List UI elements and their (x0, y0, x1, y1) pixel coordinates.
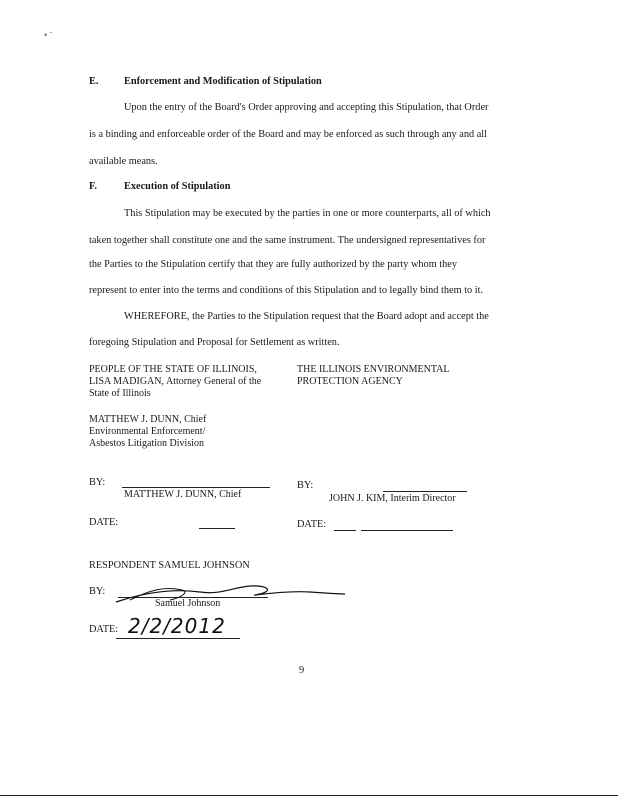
respondent-heading: RESPONDENT SAMUEL JOHNSON (89, 560, 250, 571)
left-date-line (199, 528, 235, 529)
section-e-letter: E. (89, 76, 99, 87)
section-f-line-2: taken together shall constitute one and the same instrument. The undersigned representatives for (89, 235, 486, 246)
right-date-line (361, 530, 453, 531)
section-f-line-1: This Stipulation may be executed by the parties in one or more counterparts, all of which (124, 208, 491, 219)
right-party-line-2: PROTECTION AGENCY (297, 376, 403, 387)
wherefore-line-2: foregoing Stipulation and Proposal for Settlement as written. (89, 337, 340, 348)
right-date-label: DATE: (297, 519, 327, 530)
right-by-label: BY: (297, 480, 314, 491)
bottom-border (0, 795, 618, 796)
left-party-line-1: PEOPLE OF THE STATE OF ILLINOIS, (89, 364, 257, 375)
respondent-signer-name: Samuel Johnson (155, 598, 221, 609)
respondent-by-label: BY: (89, 586, 106, 597)
left-party-line-2: LISA MADIGAN, Attorney General of the (89, 376, 262, 387)
section-f-line-4: represent to enter into the terms and conditions of this Stipulation and to legally bind them to it. (89, 285, 484, 296)
respondent-date-label: DATE: (89, 624, 119, 635)
section-e-line-1: Upon the entry of the Board's Order approving and accepting this Stipulation, that Order (124, 102, 489, 113)
left-party-line-3: State of Illinois (89, 388, 151, 399)
right-party-line-1: THE ILLINOIS ENVIRONMENTAL (297, 364, 450, 375)
left-signature-line (122, 487, 270, 488)
right-signature-line (383, 491, 467, 492)
handwritten-signature (110, 580, 350, 610)
header-marks: • ¨ (44, 30, 53, 40)
respondent-date-value: 2/2/2012 (128, 614, 226, 638)
right-signer-name: JOHN J. KIM, Interim Director (329, 493, 456, 504)
section-e-heading: Enforcement and Modification of Stipulation (124, 76, 322, 87)
section-e-line-2: is a binding and enforceable order of the Board and may be enforced as such through any and all (89, 129, 488, 140)
section-f-letter: F. (89, 181, 97, 192)
left-party-sub-3: Asbestos Litigation Division (89, 438, 204, 449)
page-number: 9 (299, 665, 305, 676)
section-f-line-3: the Parties to the Stipulation certify that they are fully authorized by the party whom they (89, 259, 458, 270)
left-signer-name: MATTHEW J. DUNN, Chief (124, 489, 242, 500)
left-date-label: DATE: (89, 517, 119, 528)
left-party-sub-2: Environmental Enforcement/ (89, 426, 206, 437)
section-e-line-3: available means. (89, 156, 158, 167)
right-date-line-short (334, 530, 356, 531)
left-by-label: BY: (89, 477, 106, 488)
section-f-heading: Execution of Stipulation (124, 181, 231, 192)
wherefore-line-1: WHEREFORE, the Parties to the Stipulation request that the Board adopt and accept the (124, 311, 489, 322)
left-party-sub-1: MATTHEW J. DUNN, Chief (89, 414, 207, 425)
respondent-date-line (116, 638, 240, 639)
